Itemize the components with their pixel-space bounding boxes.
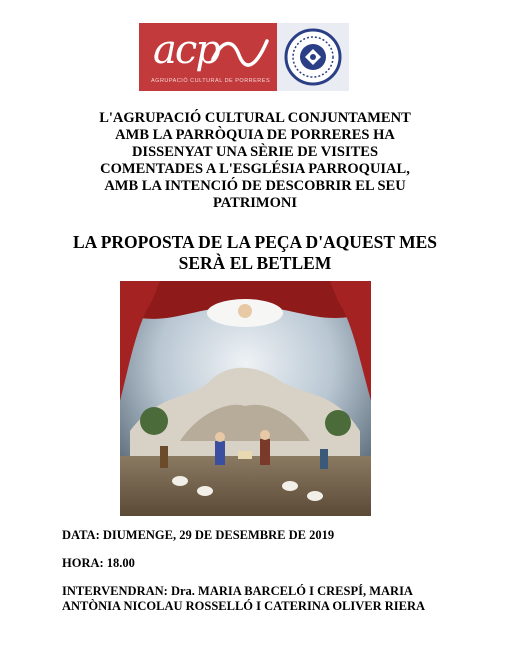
acp-logo <box>139 23 277 91</box>
intro-line: DISSENYAT UNA SÈRIE DE VISITES <box>131 144 379 160</box>
intro-text <box>60 110 450 212</box>
event-speakers <box>62 584 462 614</box>
header-logo <box>139 23 349 91</box>
speakers-line: ANTÒNIA NICOLAU ROSSELLÓ I CATERINA OLIVER RIERA <box>62 599 426 613</box>
logo-subtitle: AGRUPACIÓ CULTURAL DE PORRERES <box>151 78 271 84</box>
headline-line: LA PROPOSTA DE LA PEÇA D'AQUEST MES <box>72 232 437 252</box>
nativity-scene-image <box>120 281 371 516</box>
logo-swirl-icon <box>211 33 271 73</box>
intro-line: PATRIMONI <box>212 195 298 211</box>
speakers-line: INTERVENDRAN: Dra. MARIA BARCELÓ I CRESPÍ, MARIA <box>62 584 413 598</box>
intro-line: COMENTADES A L'ESGLÉSIA PARROQUIAL, <box>100 161 410 177</box>
nativity-scene-photo <box>120 281 371 516</box>
intro-line: AMB LA INTENCIÓ DE DESCOBRIR EL SEU <box>104 178 406 194</box>
parish-seal-icon <box>283 27 343 87</box>
event-date: DATA: DIUMENGE, 29 DE DESEMBRE DE 2019 <box>62 528 335 542</box>
event-time: HORA: 18.00 <box>62 556 135 570</box>
logo-mark: acp <box>153 27 219 73</box>
headline <box>40 232 470 274</box>
intro-line: AMB LA PARRÒQUIA DE PORRERES HA <box>115 127 395 143</box>
intro-line: L'AGRUPACIÓ CULTURAL CONJUNTAMENT <box>99 110 411 126</box>
parish-seal <box>277 23 349 91</box>
headline-line: SERÀ EL BETLEM <box>178 253 332 273</box>
